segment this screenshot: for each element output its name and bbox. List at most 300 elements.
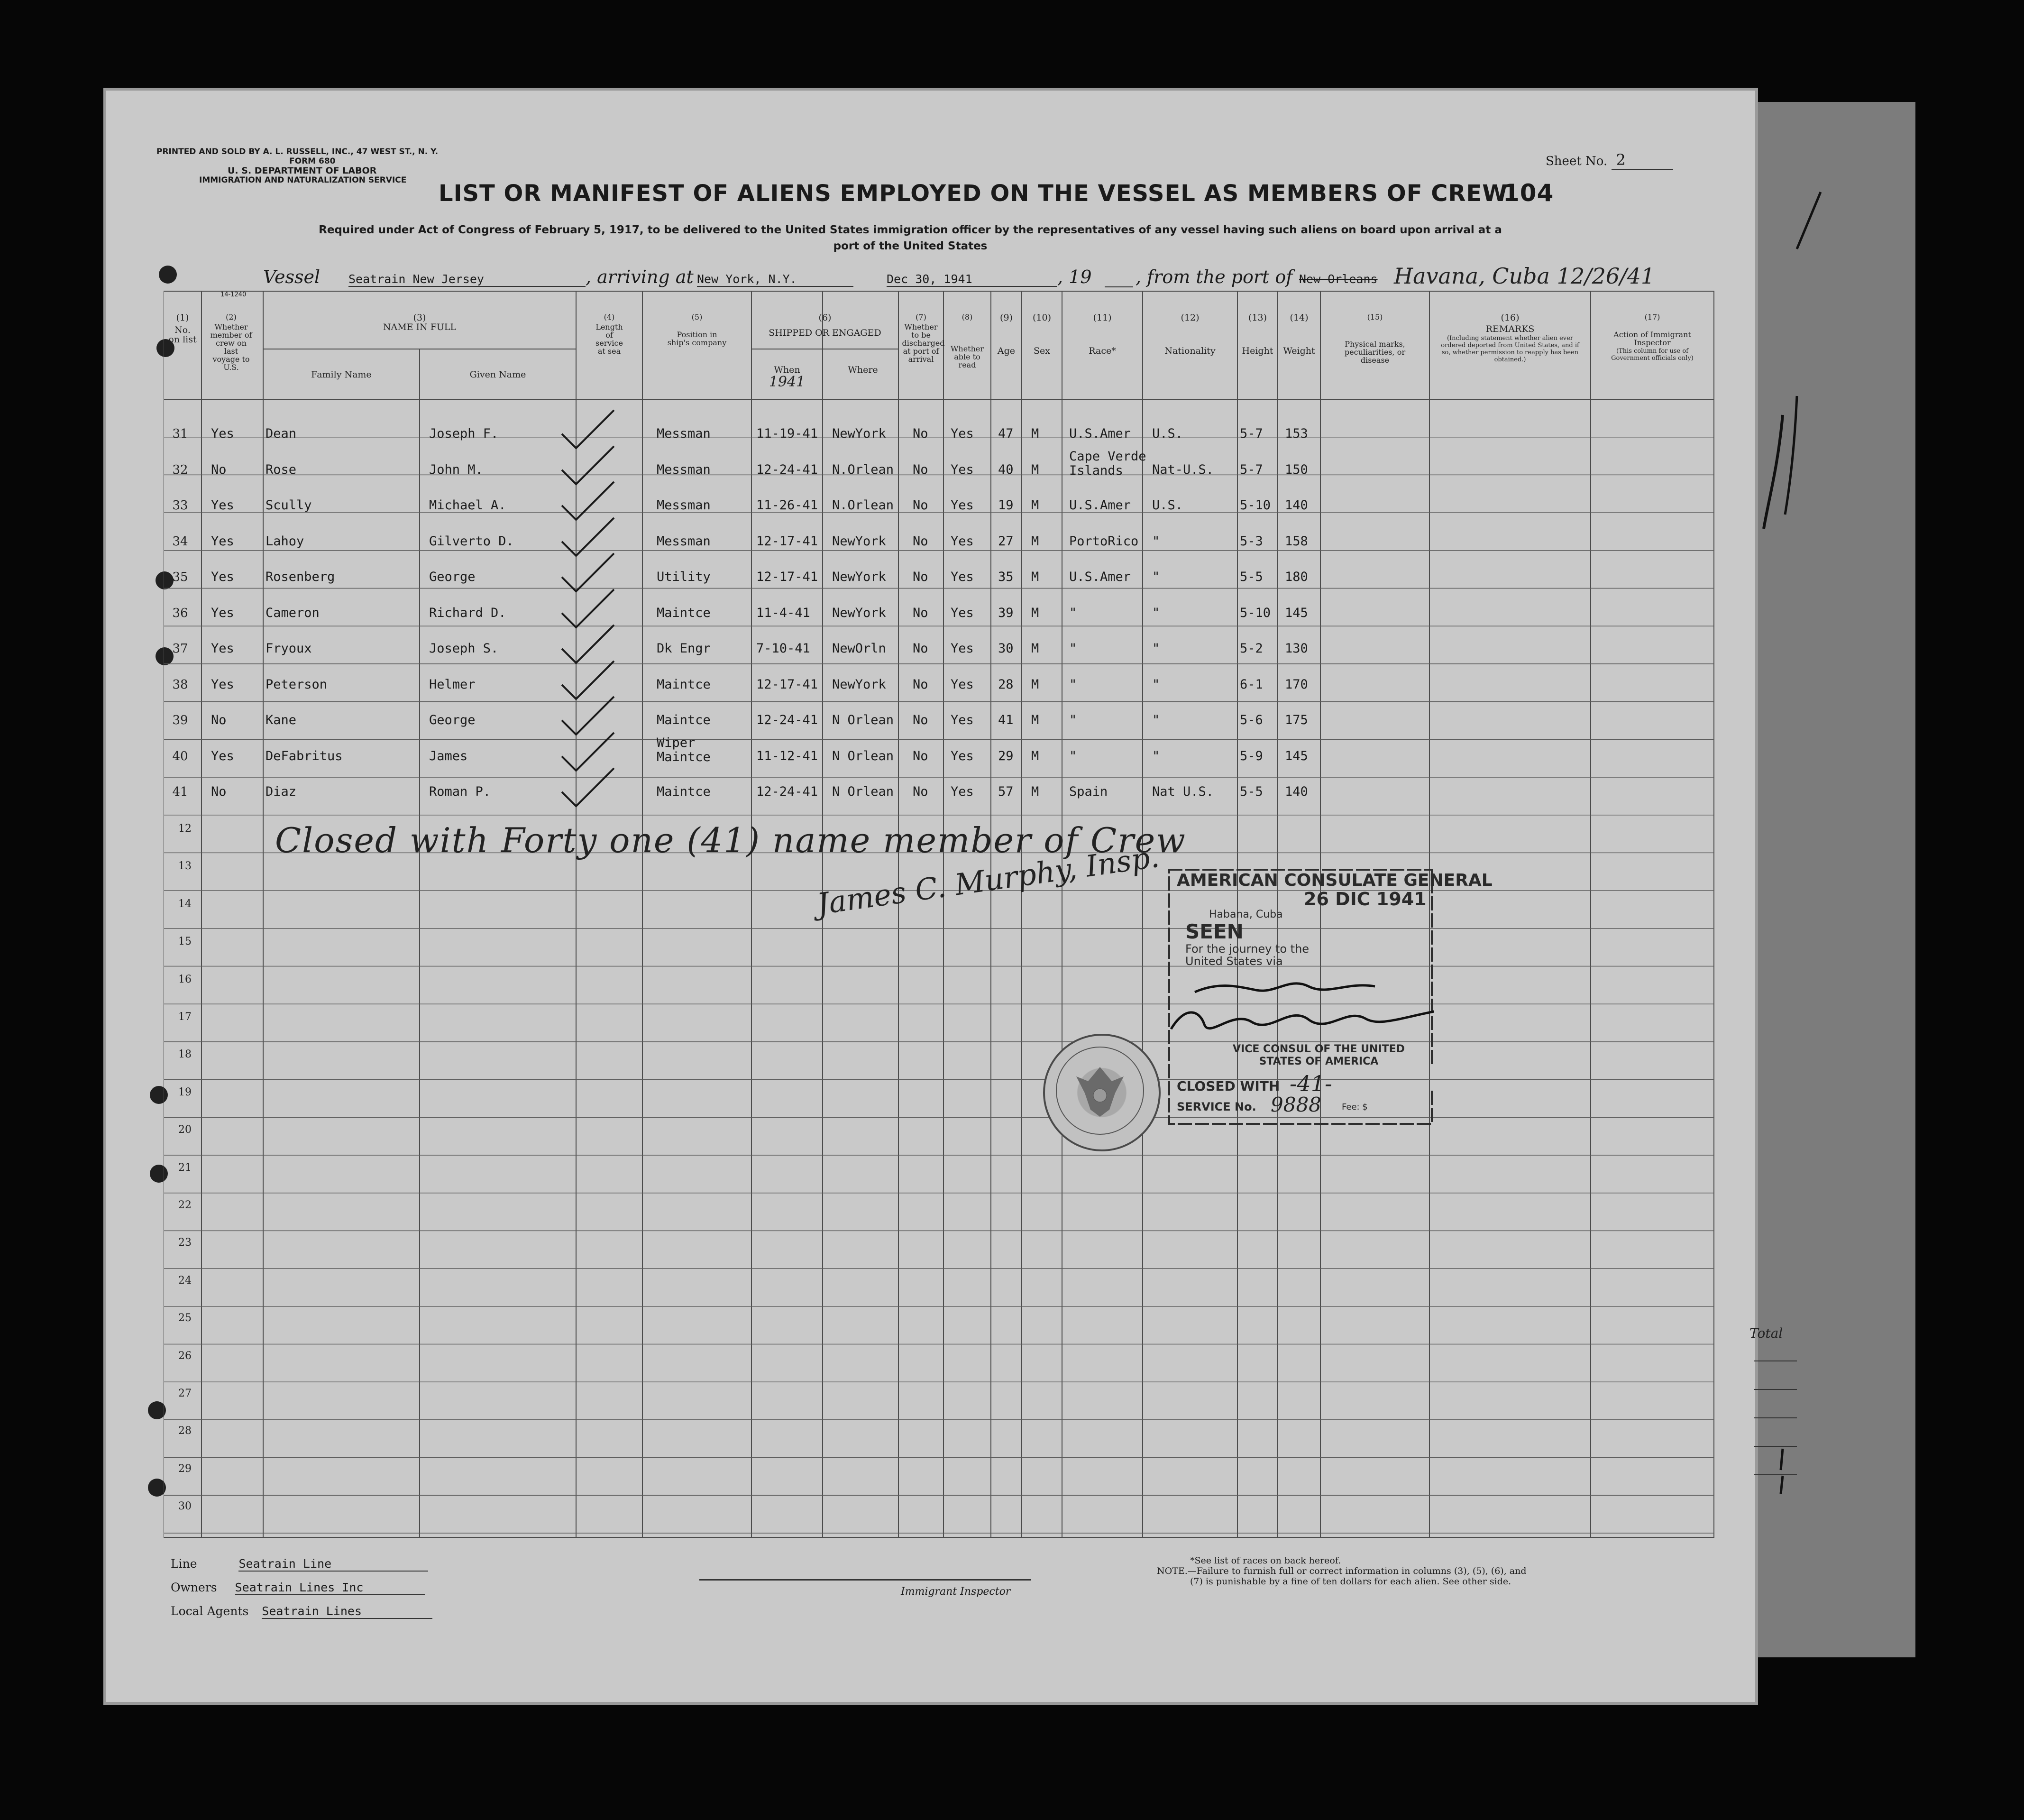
col-14-num: (14)	[1290, 313, 1309, 323]
page-title: LIST OR MANIFEST OF ALIENS EMPLOYED ON THE VESSEL AS MEMBERS OF CREW	[439, 180, 1508, 207]
able-to-read-cell: Yes	[951, 498, 974, 513]
form-number: FORM 680	[289, 156, 336, 166]
manifest-grid	[164, 290, 1716, 1542]
footer-owners-value: Seatrain Lines Inc	[235, 1581, 425, 1595]
col-6a-header	[751, 365, 823, 390]
form-code: 14-1240	[220, 291, 247, 298]
sheet-number	[1546, 151, 1673, 170]
footer-agents-label: Local Agents	[171, 1604, 249, 1618]
weight-cell: 153	[1285, 426, 1308, 441]
footer-line-label: Line	[171, 1557, 197, 1571]
col-9-label: Age	[997, 346, 1016, 356]
row-number: 13	[178, 860, 192, 873]
vessel-name: Seatrain New Jersey	[348, 272, 586, 287]
col-9-num: (9)	[1000, 313, 1013, 323]
last-voyage-cell: No	[211, 462, 227, 477]
family-name-cell: Diaz	[266, 784, 297, 799]
height-cell: 5-3	[1240, 533, 1263, 549]
shipped-when-cell: 12-24-41	[756, 713, 818, 727]
age-cell: 41	[998, 713, 1014, 727]
row-number: 19	[178, 1086, 192, 1098]
family-name-cell: Lahoy	[266, 533, 304, 549]
row-number: 41	[172, 785, 188, 799]
nationality-cell: U.S.	[1152, 498, 1183, 513]
shipped-when-cell: 12-24-41	[756, 462, 818, 477]
stamp-closed-with-label: CLOSED WITH	[1177, 1078, 1280, 1094]
weight-cell: 170	[1285, 677, 1308, 692]
col-15-header	[1320, 313, 1429, 364]
family-name-cell: Cameron	[266, 605, 320, 620]
given-name-cell: Joseph F.	[429, 426, 499, 441]
sheet-value: 2	[1612, 151, 1673, 170]
weight-cell: 145	[1285, 605, 1308, 620]
height-cell: 5-10	[1240, 498, 1271, 513]
col-16-num: (16)	[1501, 313, 1520, 323]
given-name-cell: John M.	[429, 462, 483, 477]
weight-cell: 180	[1285, 570, 1308, 584]
col-17-sublabel: (This column for use of Government officials only)	[1611, 348, 1694, 362]
race-cell: "	[1069, 713, 1077, 727]
closing-statement: Closed with Forty one (41) name member of Crew	[275, 820, 1186, 860]
sex-cell: M	[1031, 462, 1039, 477]
given-name-cell: George	[429, 713, 476, 727]
given-name-cell: Richard D.	[429, 605, 506, 620]
able-to-read-cell: Yes	[951, 533, 974, 549]
family-name-cell: Peterson	[266, 677, 328, 692]
height-cell: 6-1	[1240, 677, 1263, 692]
nationality-cell: U.S.	[1152, 426, 1183, 441]
col-12-label: Nationality	[1164, 346, 1216, 356]
row-number: 16	[178, 973, 192, 985]
last-voyage-cell: No	[211, 713, 227, 727]
col-8-header	[943, 313, 991, 369]
col-10-num: (10)	[1032, 313, 1051, 323]
weight-cell: 130	[1285, 641, 1308, 656]
shipped-where-cell: NewOrln	[832, 641, 886, 656]
able-to-read-cell: Yes	[951, 462, 974, 477]
shipped-where-cell: N Orlean	[832, 748, 894, 763]
age-cell: 29	[998, 748, 1014, 763]
last-voyage-cell: No	[211, 784, 227, 799]
col-6-label: SHIPPED OR ENGAGED	[769, 328, 881, 338]
position-cell: Wiper Maintce	[657, 735, 711, 764]
inspector-label: Immigrant Inspector	[901, 1586, 1011, 1598]
total-label: Total	[1749, 1325, 1783, 1341]
col-13-header	[1237, 313, 1278, 356]
row-number: 20	[178, 1124, 192, 1136]
last-voyage-cell: Yes	[211, 605, 234, 620]
shipped-when-cell: 12-17-41	[756, 570, 818, 584]
row-number: 35	[172, 570, 188, 584]
weight-cell: 140	[1285, 498, 1308, 513]
col-16-sublabel: (Including statement whether alien ever ordered deported from United States, and if so, whether permission to reapply has been obtained.)	[1441, 335, 1579, 363]
eagle-emblem-icon	[1043, 1034, 1157, 1148]
row-number: 28	[178, 1425, 192, 1437]
checkmark-icon	[557, 766, 619, 809]
last-voyage-cell: Yes	[211, 426, 234, 441]
row-number: 22	[178, 1199, 192, 1211]
stamp-vice-consul-line: VICE CONSUL OF THE UNITED	[1233, 1043, 1405, 1055]
last-voyage-cell: Yes	[211, 498, 234, 513]
last-voyage-cell: Yes	[211, 641, 234, 656]
sex-cell: M	[1031, 570, 1039, 584]
age-cell: 47	[998, 426, 1014, 441]
nationality-cell: Nat U.S.	[1152, 784, 1214, 799]
last-voyage-cell: Yes	[211, 748, 234, 763]
age-cell: 57	[998, 784, 1014, 799]
arrival-port: New York, N.Y.	[697, 272, 853, 287]
sex-cell: M	[1031, 533, 1039, 549]
shipped-where-cell: NewYork	[832, 533, 886, 549]
race-cell: "	[1069, 605, 1077, 620]
col-17-label: Action of Immigrant Inspector	[1613, 330, 1691, 347]
col-11-header	[1062, 313, 1143, 356]
col-6-num: (6)	[818, 313, 832, 323]
shipped-when-cell: 11-4-41	[756, 605, 810, 620]
shipped-when-cell: 12-17-41	[756, 533, 818, 549]
row-number: 14	[178, 898, 192, 910]
col-5-label: Position in ship's company	[667, 330, 727, 347]
age-cell: 28	[998, 677, 1014, 692]
col-6b-header: Where	[848, 365, 878, 375]
last-voyage-cell: Yes	[211, 570, 234, 584]
sex-cell: M	[1031, 784, 1039, 799]
footer-agents	[171, 1604, 432, 1619]
weight-cell: 175	[1285, 713, 1308, 727]
able-to-read-cell: Yes	[951, 748, 974, 763]
sex-cell: M	[1031, 713, 1039, 727]
col-4-num: (4)	[604, 313, 615, 322]
age-cell: 30	[998, 641, 1014, 656]
race-cell: "	[1069, 748, 1077, 763]
col-3b-header: Given Name	[469, 369, 526, 380]
race-cell: Cape Verde Islands	[1069, 449, 1146, 478]
col-16-header	[1429, 313, 1591, 363]
shipped-when-cell: 12-24-41	[756, 784, 818, 799]
family-name-cell: Kane	[266, 713, 297, 727]
row-number: 23	[178, 1237, 192, 1249]
shipped-where-cell: NewYork	[832, 605, 886, 620]
family-name-cell: Dean	[266, 426, 297, 441]
printer-imprint	[156, 147, 438, 185]
col-11-label: Race*	[1089, 346, 1116, 356]
consulate-stamp	[1166, 868, 1493, 1126]
row-number: 33	[172, 498, 188, 513]
departure-port-handwritten: Havana, Cuba 12/26/41	[1394, 263, 1655, 289]
col-1-header	[164, 313, 201, 344]
position-cell: Dk Engr	[657, 641, 711, 656]
weight-cell: 145	[1285, 748, 1308, 763]
col-6-header	[751, 313, 898, 338]
page-number: 104	[1503, 179, 1554, 207]
shipped-where-cell: NewYork	[832, 426, 886, 441]
able-to-read-cell: Yes	[951, 641, 974, 656]
col-6a-label: When	[774, 365, 800, 375]
shipped-when-cell: 12-17-41	[756, 677, 818, 692]
last-voyage-cell: Yes	[211, 533, 234, 549]
col-17-num: (17)	[1644, 313, 1660, 322]
row-number: 40	[172, 749, 188, 763]
position-cell: Messman	[657, 498, 711, 513]
row-number: 15	[178, 936, 192, 948]
race-cell: "	[1069, 677, 1077, 692]
age-cell: 39	[998, 605, 1014, 620]
stamp-date: 26 DIC 1941	[1304, 889, 1427, 910]
age-cell: 27	[998, 533, 1014, 549]
discharged-cell: No	[913, 605, 928, 620]
col-2-label: Whether member of crew on last voyage to U.S.	[210, 322, 252, 372]
discharged-cell: No	[913, 784, 928, 799]
able-to-read-cell: Yes	[951, 784, 974, 799]
race-cell: U.S.Amer	[1069, 570, 1131, 584]
row-number: 37	[172, 642, 188, 656]
punch-hole	[159, 266, 177, 284]
year-blank	[1105, 286, 1133, 287]
col-14-label: Weight	[1283, 346, 1315, 356]
height-cell: 5-2	[1240, 641, 1263, 656]
col-10-header	[1022, 313, 1062, 356]
shipped-when-cell: 7-10-41	[756, 641, 810, 656]
sheet-label: Sheet No.	[1546, 154, 1608, 168]
requirement-statement	[199, 222, 1621, 254]
weight-cell: 158	[1285, 533, 1308, 549]
consulate-seal	[1043, 1034, 1161, 1151]
col-3-num: (3)	[413, 313, 426, 323]
col-2-num: (2)	[226, 313, 237, 322]
inspector-signature-line	[699, 1579, 1031, 1581]
stamp-vice-consul	[1233, 1043, 1405, 1068]
shipped-when-cell: 11-12-41	[756, 748, 818, 763]
col-15-num: (15)	[1367, 313, 1383, 322]
stamp-seen: SEEN	[1185, 920, 1244, 943]
row-number: 12	[178, 823, 192, 835]
col-1-label: No. on list	[168, 325, 197, 345]
row-number: 38	[172, 677, 188, 692]
family-name-cell: Rose	[266, 462, 297, 477]
inspector-signature: James C. Murphy, Insp.	[815, 839, 1162, 922]
col-5-num: (5)	[691, 313, 703, 322]
shipped-where-cell: N Orlean	[832, 784, 894, 799]
sex-cell: M	[1031, 605, 1039, 620]
given-name-cell: George	[429, 570, 476, 584]
shipped-where-cell: N Orlean	[832, 713, 894, 727]
requirement-line: Required under Act of Congress of February 5, 1917, to be delivered to the United States immigration officer by the representatives of any vessel having such aliens on board upon arrival at a	[319, 224, 1502, 236]
race-cell: "	[1069, 641, 1077, 656]
given-name-cell: Roman P.	[429, 784, 491, 799]
position-cell: Messman	[657, 533, 711, 549]
row-number: 29	[178, 1462, 192, 1475]
weight-cell: 140	[1285, 784, 1308, 799]
stamp-journey-line: United States via	[1185, 955, 1283, 968]
discharged-cell: No	[913, 426, 928, 441]
nationality-cell: "	[1152, 533, 1160, 549]
from-port-label: , from the port of	[1136, 267, 1293, 287]
discharged-cell: No	[913, 713, 928, 727]
col-3-label: NAME IN FULL	[383, 322, 457, 332]
given-name-cell: Helmer	[429, 677, 476, 692]
discharged-cell: No	[913, 533, 928, 549]
row-number: 24	[178, 1274, 192, 1287]
last-voyage-cell: Yes	[211, 677, 234, 692]
height-cell: 5-10	[1240, 605, 1271, 620]
row-number: 27	[178, 1388, 192, 1399]
sex-cell: M	[1031, 426, 1039, 441]
row-number: 30	[178, 1500, 192, 1513]
col-1-num: (1)	[176, 313, 189, 323]
vessel-label: Vessel	[263, 267, 321, 287]
stamp-service-value: 9888	[1271, 1093, 1321, 1116]
race-cell: U.S.Amer	[1069, 426, 1131, 441]
height-cell: 5-7	[1240, 462, 1263, 477]
stamp-city: Habana, Cuba	[1209, 909, 1283, 920]
discharged-cell: No	[913, 641, 928, 656]
given-name-cell: Gilverto D.	[429, 533, 514, 549]
stamp-fee-label: Fee: $	[1342, 1102, 1368, 1112]
arrival-date: Dec 30, 1941	[887, 272, 1057, 287]
position-cell: Maintce	[657, 713, 711, 727]
col-15-label: Physical marks, peculiarities, or disease	[1344, 340, 1406, 365]
footer-note: (7) is punishable by a fine of ten dollars for each alien. See other side.	[1190, 1576, 1511, 1587]
able-to-read-cell: Yes	[951, 426, 974, 441]
race-cell: PortoRico	[1069, 533, 1139, 549]
height-cell: 5-5	[1240, 570, 1263, 584]
shipped-where-cell: NewYork	[832, 570, 886, 584]
height-cell: 5-6	[1240, 713, 1263, 727]
position-cell: Maintce	[657, 677, 711, 692]
row-number: 25	[178, 1312, 192, 1324]
position-cell: Maintce	[657, 605, 711, 620]
race-cell: Spain	[1069, 784, 1108, 799]
sex-cell: M	[1031, 677, 1039, 692]
discharged-cell: No	[913, 498, 928, 513]
nationality-cell: "	[1152, 677, 1160, 692]
col-4-label: Length of service at sea	[595, 322, 623, 356]
row-number: 36	[172, 606, 188, 620]
col-12-num: (12)	[1181, 313, 1200, 323]
col-17-header	[1591, 313, 1714, 362]
nationality-cell: "	[1152, 570, 1160, 584]
footer-note: NOTE.—Failure to furnish full or correct information in columns (3), (5), (6), and	[1157, 1566, 1527, 1576]
footer-owners-label: Owners	[171, 1581, 217, 1594]
given-name-cell: James	[429, 748, 468, 763]
footer-line-value: Seatrain Line	[238, 1557, 428, 1572]
footer-line	[171, 1557, 428, 1572]
position-cell: Messman	[657, 462, 711, 477]
height-cell: 5-7	[1240, 426, 1263, 441]
nationality-cell: "	[1152, 748, 1160, 763]
nationality-cell: Nat-U.S.	[1152, 462, 1214, 477]
col-6a-year: 1941	[769, 374, 806, 390]
col-12-header	[1143, 313, 1237, 356]
sex-cell: M	[1031, 748, 1039, 763]
stamp-journey-line: For the journey to the	[1185, 942, 1310, 956]
col-3a-header: Family Name	[311, 369, 372, 380]
able-to-read-cell: Yes	[951, 605, 974, 620]
able-to-read-cell: Yes	[951, 570, 974, 584]
given-name-cell: Joseph S.	[429, 641, 499, 656]
row-number: 31	[172, 427, 188, 441]
col-8-label: Whether able to read	[950, 344, 984, 369]
position-cell: Utility	[657, 570, 711, 584]
printer-line: PRINTED AND SOLD BY A. L. RUSSELL, INC., 47 WEST ST., N. Y.	[156, 147, 439, 156]
stamp-vice-consul-line: STATES OF AMERICA	[1259, 1056, 1379, 1067]
row-number: 34	[172, 534, 188, 549]
requirement-line: port of the United States	[833, 240, 988, 252]
sex-cell: M	[1031, 498, 1039, 513]
row-number: 17	[178, 1011, 192, 1023]
col-8-num: (8)	[962, 313, 973, 322]
col-7-num: (7)	[916, 313, 926, 322]
shipped-where-cell: N.Orlean	[832, 462, 894, 477]
nationality-cell: "	[1152, 641, 1160, 656]
col-2-header	[201, 313, 261, 371]
col-10-label: Sex	[1034, 346, 1050, 356]
col-7-header	[898, 313, 943, 363]
position-cell: Messman	[657, 426, 711, 441]
age-cell: 35	[998, 570, 1014, 584]
footer-agents-value: Seatrain Lines	[262, 1604, 432, 1619]
discharged-cell: No	[913, 677, 928, 692]
row-number: 39	[172, 713, 188, 727]
nationality-cell: "	[1152, 713, 1160, 727]
sex-cell: M	[1031, 641, 1039, 656]
shipped-where-cell: NewYork	[832, 677, 886, 692]
col-14-header	[1278, 313, 1320, 356]
shipped-when-cell: 11-26-41	[756, 498, 818, 513]
age-cell: 19	[998, 498, 1014, 513]
shipped-where-cell: N.Orlean	[832, 498, 894, 513]
col-4-header	[576, 313, 642, 355]
footer-owners	[171, 1581, 425, 1595]
given-name-cell: Michael A.	[429, 498, 506, 513]
row-number: 26	[178, 1350, 192, 1362]
family-name-cell: Fryoux	[266, 641, 312, 656]
race-cell: U.S.Amer	[1069, 498, 1131, 513]
tally-lines	[1749, 1337, 1806, 1508]
col-7-label: Whether to be discharged at port of arrival	[902, 322, 945, 364]
discharged-cell: No	[913, 570, 928, 584]
stamp-service-label: SERVICE No.	[1177, 1100, 1256, 1113]
position-cell: Maintce	[657, 784, 711, 799]
col-13-label: Height	[1242, 346, 1273, 356]
row-number: 32	[172, 462, 188, 477]
family-name-cell: Rosenberg	[266, 570, 335, 584]
height-cell: 5-9	[1240, 748, 1263, 763]
nationality-cell: "	[1152, 605, 1160, 620]
col-13-num: (13)	[1248, 313, 1267, 323]
discharged-cell: No	[913, 462, 928, 477]
col-3-header	[263, 313, 576, 332]
stamp-closed-with-value: -41-	[1290, 1071, 1332, 1096]
row-number: 18	[178, 1048, 192, 1061]
footer-notes	[1157, 1555, 1527, 1587]
stamp-consulate: AMERICAN CONSULATE GENERAL	[1177, 871, 1493, 890]
able-to-read-cell: Yes	[951, 713, 974, 727]
arriving-label: , arriving at	[586, 267, 694, 287]
height-cell: 5-5	[1240, 784, 1263, 799]
family-name-cell: DeFabritus	[266, 748, 343, 763]
age-cell: 40	[998, 462, 1014, 477]
able-to-read-cell: Yes	[951, 677, 974, 692]
year-label: , 19	[1057, 267, 1092, 287]
department: U. S. DEPARTMENT OF LABOR	[228, 165, 377, 176]
col-11-num: (11)	[1093, 313, 1112, 323]
discharged-cell: No	[913, 748, 928, 763]
row-number: 21	[178, 1161, 192, 1174]
col-5-header	[642, 313, 751, 347]
weight-cell: 150	[1285, 462, 1308, 477]
col-16-label: REMARKS	[1485, 324, 1535, 334]
